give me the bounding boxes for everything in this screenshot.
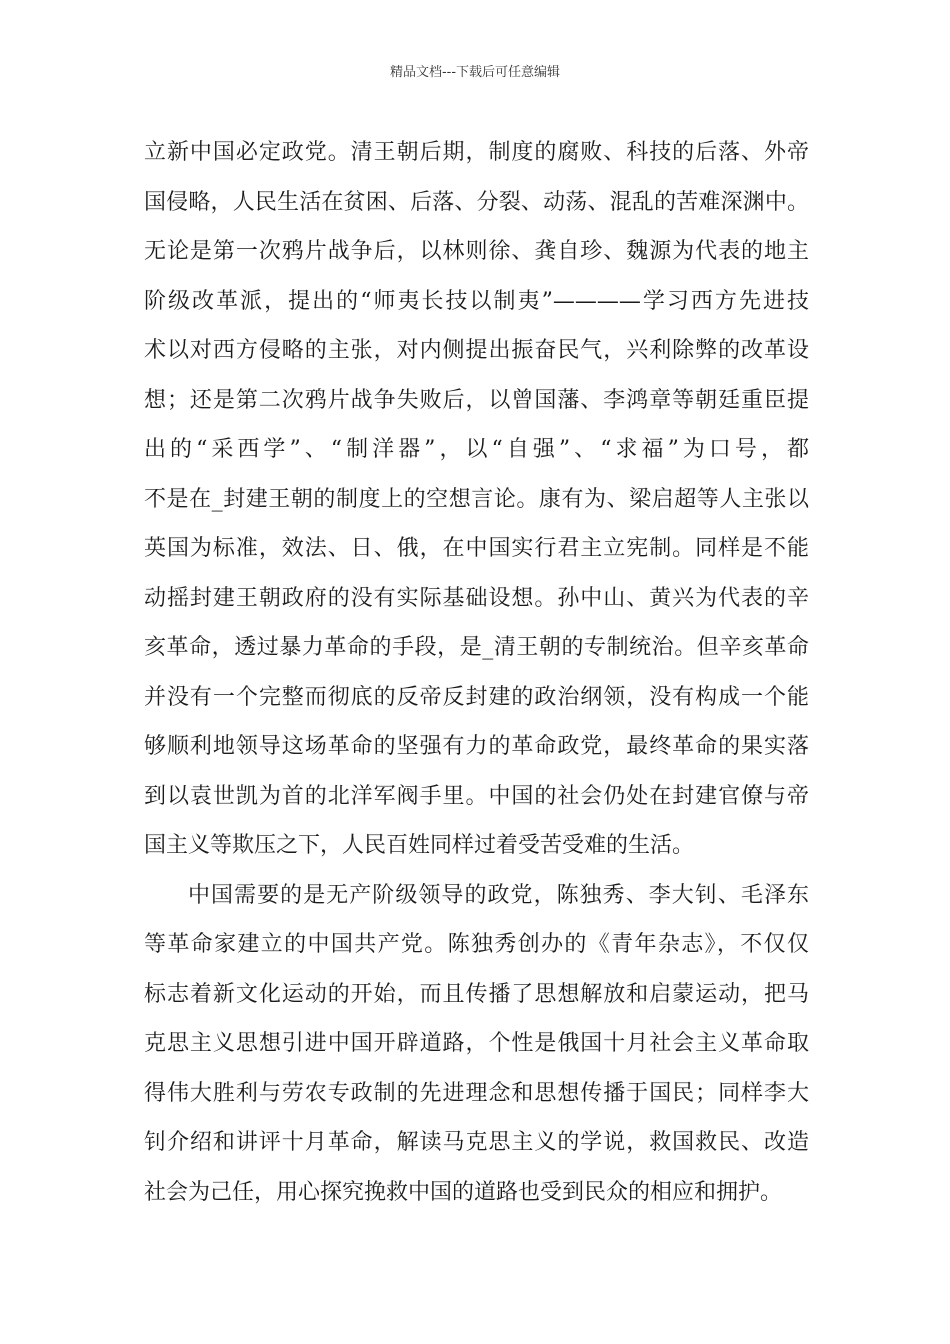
- text-line: 等革命家建立的中国共产党。陈独秀创办的《青年杂志》，不仅仅: [144, 932, 809, 957]
- text-line: 不是在_封建王朝的制度上的空想言论。康有为、梁启超等人主张以: [144, 486, 809, 512]
- text-line: 无论是第一次鸦片战争后，以林则徐、龚自珍、魏源为代表的地主: [144, 239, 809, 264]
- text-line: 术以对西方侵略的主张，对内侧提出振奋民气，兴利除弊的改革设: [144, 338, 809, 363]
- document-body: [144, 128, 809, 1217]
- text-line: 亥革命，透过暴力革命的手段，是_清王朝的专制统治。但辛亥革命: [144, 635, 809, 660]
- text-line: 标志着新文化运动的开始，而且传播了思想解放和启蒙运动，把马: [144, 981, 809, 1007]
- text-line: 够顺利地领导这场革命的坚强有力的革命政党，最终革命的果实落: [144, 734, 809, 759]
- text-line: 国主义等欺压之下，人民百姓同样过着受苦受难的生活。: [144, 833, 695, 858]
- text-line: 克思主义思想引进中国开辟道路，个性是俄国十月社会主义革命取: [144, 1031, 809, 1056]
- text-line: 想；还是第二次鸦片战争失败后，以曾国藩、李鸿章等朝廷重臣提: [144, 387, 809, 413]
- text-line: 国侵略，人民生活在贫困、后落、分裂、动荡、混乱的苦难深渊中。: [144, 189, 809, 215]
- text-line: 出的“采西学”、“制洋器”，以“自强”、“求福”为口号，都: [144, 437, 809, 462]
- text-line: 动摇封建王朝政府的没有实际基础设想。孙中山、黄兴为代表的辛: [144, 585, 809, 611]
- text-line: 社会为己任，用心探究挽救中国的道路也受到民众的相应和拥护。: [144, 1179, 783, 1205]
- text-line: 钊介绍和讲评十月革命，解读马克思主义的学说，救国救民、改造: [144, 1130, 809, 1155]
- text-line: 立新中国必定政党。清王朝后期，制度的腐败、科技的后落、外帝: [144, 140, 809, 165]
- page-header: 精品文档---下载后可任意编辑: [389, 65, 561, 80]
- text-line: 到以袁世凯为首的北洋军阀手里。中国的社会仍处在封建官僚与帝: [144, 783, 809, 809]
- text-line: 中国需要的是无产阶级领导的政党，陈独秀、李大钊、毛泽东: [188, 882, 809, 908]
- text-line: 英国为标准，效法、日、俄，在中国实行君主立宪制。同样是不能: [144, 536, 809, 561]
- text-line: 阶级改革派，提出的“师夷长技以制夷”————学习西方先进技: [144, 288, 809, 314]
- text-line: 并没有一个完整而彻底的反帝反封建的政治纲领，没有构成一个能: [144, 684, 809, 710]
- text-line: 得伟大胜利与劳农专政制的先进理念和思想传播于国民；同样李大: [144, 1080, 809, 1106]
